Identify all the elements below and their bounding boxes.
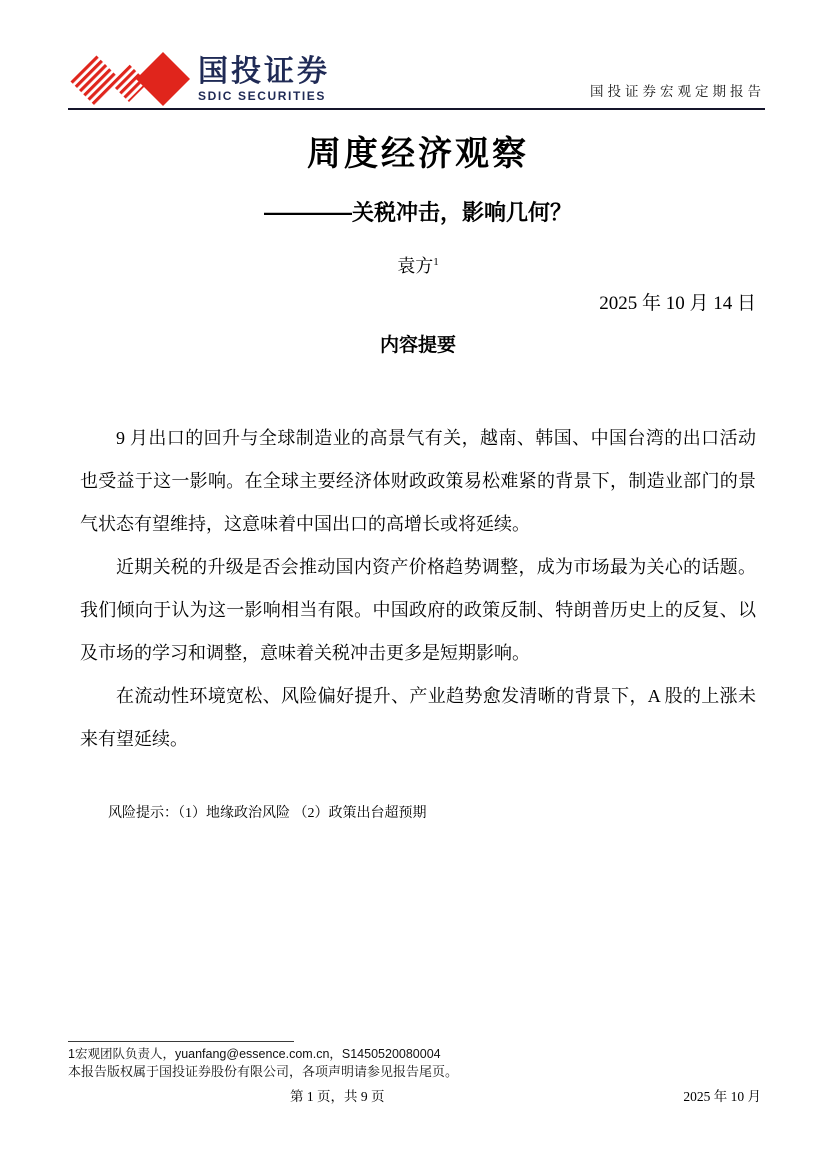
report-header	[68, 48, 765, 108]
summary-paragraph-2: 近期关税的升级是否会推动国内资产价格趋势调整，成为市场最为关心的话题。我们倾向于认为这一影响相当有限。中国政府的政策反制、特朗普历史上的反复、以及市场的学习和调整，意味着关税冲击更多是短期影响。	[80, 557, 756, 663]
report-body	[80, 130, 756, 824]
author-line	[80, 252, 756, 276]
brand-name-en: SDIC SECURITIES	[198, 88, 327, 103]
footnote-analyst: 1宏观团队负责人，yuanfang@essence.com.cn，S1450520080004	[68, 1047, 441, 1061]
author-name: 袁方	[397, 256, 434, 276]
brand-name-cn: 国投证券	[198, 54, 330, 88]
risk-note: 风险提示：（1）地缘政治风险 （2）政策出台超预期	[108, 806, 427, 821]
page-footer	[0, 1085, 827, 1105]
header-divider	[68, 108, 765, 110]
brand-logo	[68, 50, 330, 108]
page-number: 第 1 页，共 9 页	[290, 1089, 385, 1104]
summary-heading: 内容提要	[379, 335, 456, 356]
author-footnote-mark: 1	[433, 256, 439, 268]
brand-logo-text	[198, 54, 330, 103]
report-date: 2025 年 10 月 14 日	[599, 293, 756, 314]
report-type-label: 国投证券宏观定期报告	[590, 84, 765, 99]
report-title: 周度经济观察	[307, 135, 529, 173]
summary-paragraph-3: 在流动性环境宽松、风险偏好提升、产业趋势愈发清晰的背景下，A 股的上涨未来有望延续。	[80, 686, 756, 749]
footnote-block	[68, 1041, 765, 1081]
report-subtitle: ————关税冲击，影响几何？	[263, 200, 572, 225]
footnote-copyright: 本报告版权属于国投证券股份有限公司，各项声明请参见报告尾页。	[68, 1064, 459, 1079]
summary-paragraph-1: 9 月出口的回升与全球制造业的高景气有关，越南、韩国、中国台湾的出口活动也受益于这一影响。在全球主要经济体财政政策易松难紧的背景下，制造业部门的景气状态有望维持，这意味着中国出口的高增长或将延续。	[80, 428, 756, 534]
brand-diamonds-icon	[68, 50, 190, 108]
footer-date: 2025 年 10 月	[683, 1089, 761, 1104]
footnote-divider	[68, 1041, 294, 1042]
